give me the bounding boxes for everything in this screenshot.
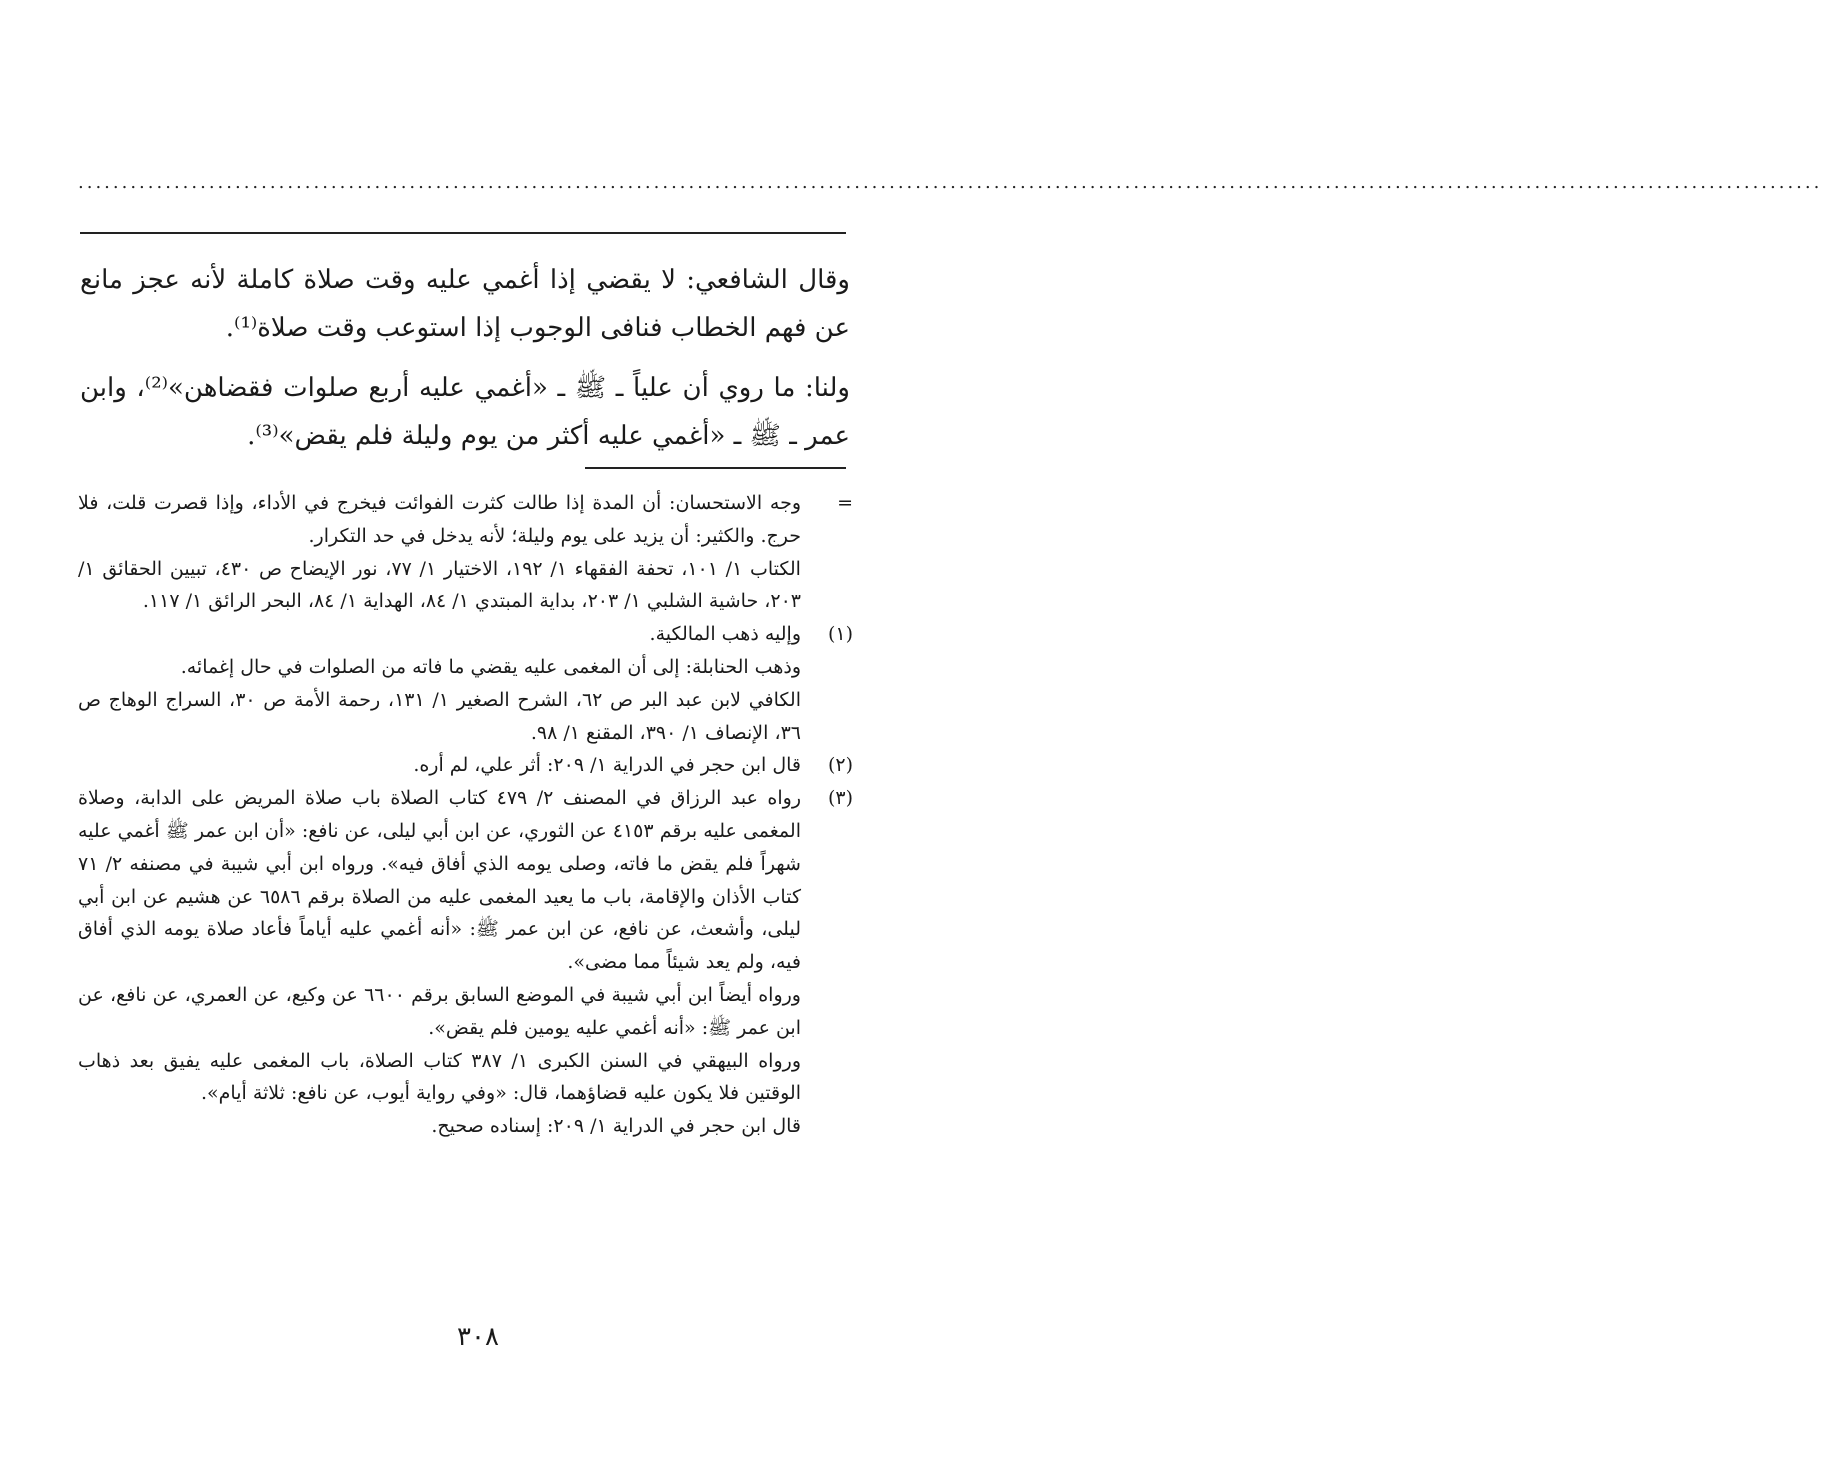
footnote-line: الكافي لابن عبد البر ص ٦٢، الشرح الصغير ١/ ١٣١، رحمة الأمة ص ٣٠، السراج الوهاج ص ٣٦، الإنصاف ١/ ٣٩٠، المقنع ١/ ٩٨. (78, 688, 801, 744)
footnote-line: قال ابن حجر في الدراية ١/ ٢٠٩: إسناده صحيح. (431, 1115, 801, 1138)
footnote-marker: (٢) (827, 754, 853, 777)
footnotes (78, 487, 853, 1143)
footnote-continuation (78, 487, 853, 618)
dotted-separator: ........................................................................................................................................................................................................ (78, 172, 1822, 193)
footnote-marker: = (837, 492, 853, 514)
main-paragraph-1: وقال الشافعي: لا يقضي إذا أغمي عليه وقت صلاة كاملة لأنه عجز مانع عن فهم الخطاب فنافى الوجوب إذا استوعب وقت صلاة⁽¹⁾. (80, 265, 850, 343)
footnote-3 (78, 782, 853, 1143)
main-text (80, 256, 850, 460)
footnote-2 (78, 749, 853, 782)
main-paragraph-2: ولنا: ما روي أن علياً ـ ﷺ ـ «أغمي عليه أربع صلوات فقضاهن»⁽²⁾، وابن عمر ـ ﷺ ـ «أغمي عليه أكثر من يوم وليلة فلم يقض»⁽³⁾. (80, 373, 850, 451)
footnote-line: وذهب الحنابلة: إلى أن المغمى عليه يقضي ما فاته من الصلوات في حال إغمائه. (180, 655, 801, 678)
footnote-marker: (٣) (827, 787, 853, 810)
footnote-marker: (١) (827, 623, 853, 646)
footnote-separator (585, 467, 846, 469)
footnote-line: ورواه أيضاً ابن أبي شيبة في الموضع السابق برقم ٦٦٠٠ عن وكيع، عن العمري، عن نافع، عن ابن عمر ﷺ: «أنه أغمي عليه يومين فلم يقض». (78, 983, 801, 1039)
header-rule (80, 232, 846, 234)
footnote-1 (78, 618, 853, 749)
footnote-line: رواه عبد الرزاق في المصنف ٢/ ٤٧٩ كتاب الصلاة باب صلاة المريض على الدابة، وصلاة المغمى عليه برقم ٤١٥٣ عن الثوري، عن ابن أبي ليلى، عن نافع: «أن ابن عمر ﷺ أغمي عليه شهراً فلم يقض ما فاته، وصلى يومه الذي أفاق فيه». ورواه ابن أبي شيبة في مصنفه ٢/ ٧١ كتاب الأذان والإقامة، باب ما يعيد المغمى عليه من الصلاة برقم ٦٥٨٦ عن هشيم عن ابن أبي ليلى، وأشعث، عن نافع، عن ابن عمر ﷺ: «أنه أغمي عليه أياماً فأعاد صلاة يومه الذي أفاق فيه، ولم يعد شيئاً مما مضى». (78, 787, 801, 974)
footnote-line: ورواه البيهقي في السنن الكبرى ١/ ٣٨٧ كتاب الصلاة، باب المغمى عليه يفيق بعد ذهاب الوقتين فلا يكون عليه قضاؤهما، قال: «وفي رواية أيوب، عن نافع: ثلاثة أيام». (78, 1049, 801, 1105)
footnote-line: وإليه ذهب المالكية. (649, 623, 801, 646)
footnote-line: الكتاب ١/ ١٠١، تحفة الفقهاء ١/ ١٩٢، الاختيار ١/ ٧٧، نور الإيضاح ص ٤٣٠، تبيين الحقائق ١/ ٢٠٣، حاشية الشلبي ١/ ٢٠٣، بداية المبتدي ١/ ٨٤، الهداية ١/ ٨٤، البحر الرائق ١/ ١١٧. (78, 557, 801, 613)
page-number: ٣٠٨ (457, 1322, 499, 1352)
footnote-line: وجه الاستحسان: أن المدة إذا طالت كثرت الفوائت فيخرج في الأداء، وإذا قصرت قلت، فلا حرج. والكثير: أن يزيد على يوم وليلة؛ لأنه يدخل في حد التكرار. (78, 492, 801, 547)
footnote-line: قال ابن حجر في الدراية ١/ ٢٠٩: أثر علي، لم أره. (413, 754, 801, 777)
